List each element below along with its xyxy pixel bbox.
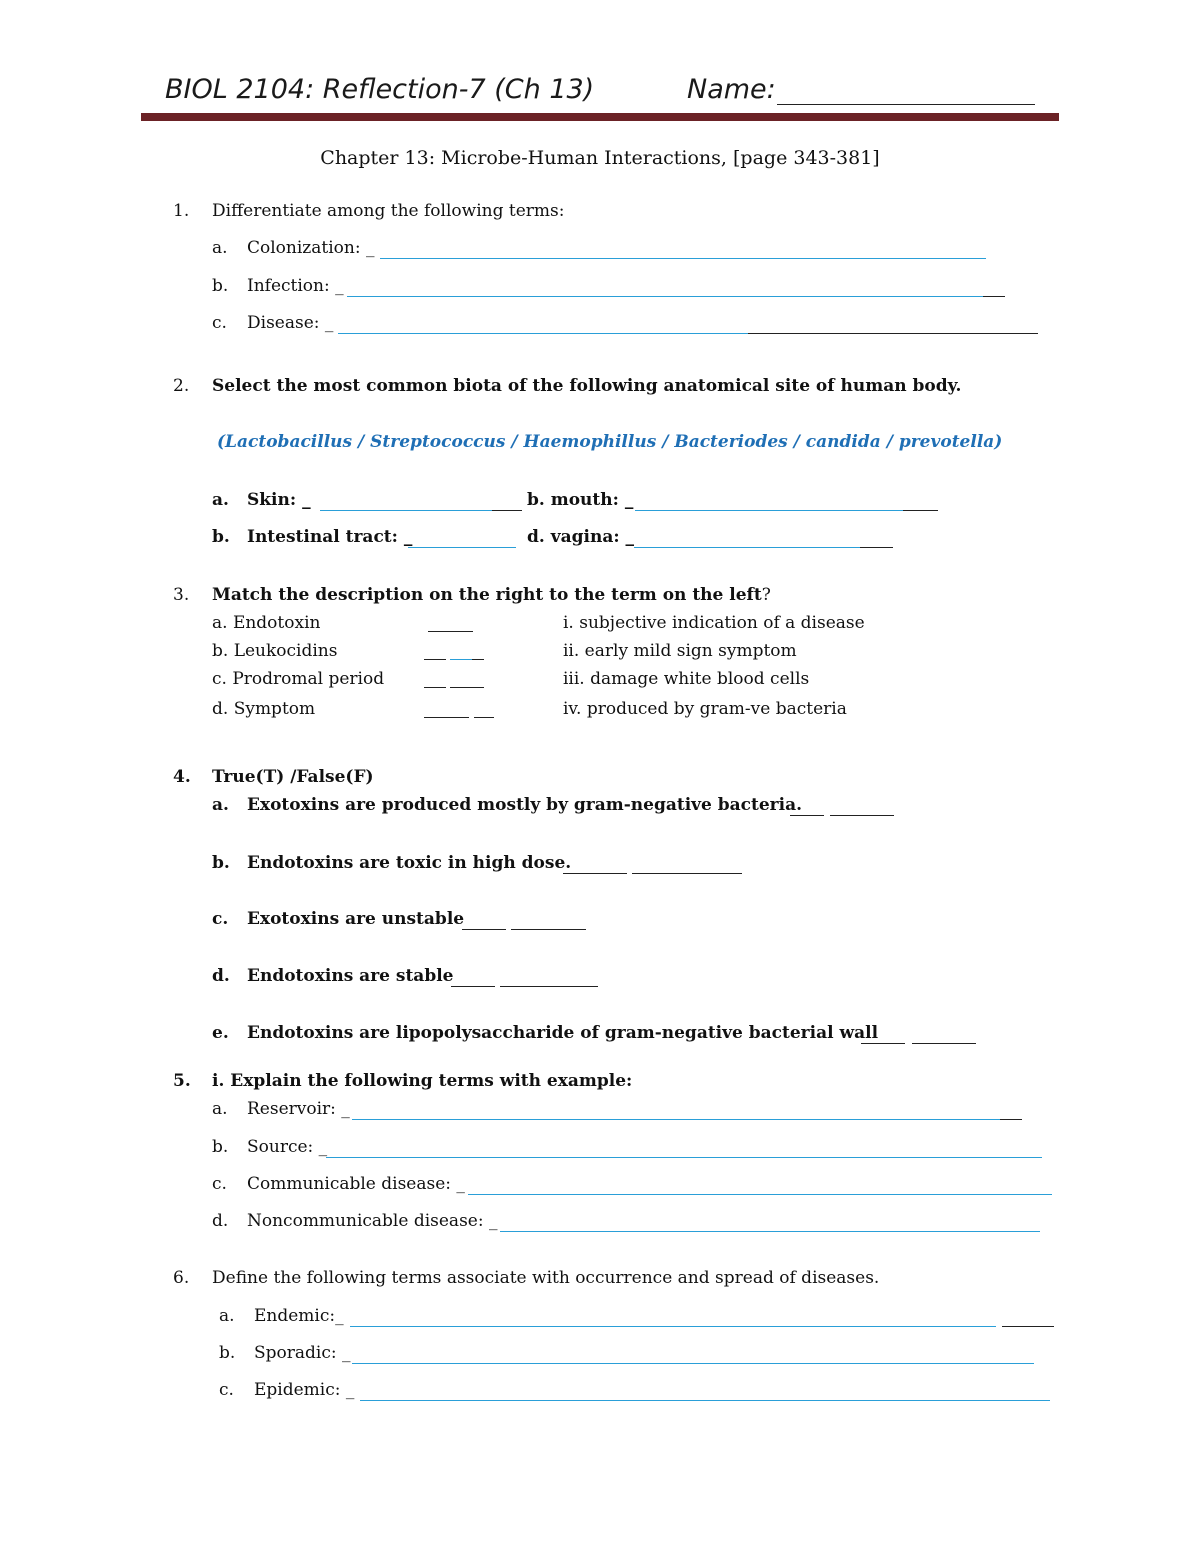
q4d-answer-line-2[interactable] [500,986,598,987]
q4b-answer-line[interactable] [563,873,627,874]
q5c-label: Communicable disease: _ [247,1174,465,1194]
q3b-answer-line-2[interactable] [450,659,472,660]
q6-number: 6. [173,1268,190,1288]
q5b-letter: b. [212,1137,229,1157]
q6a-answer-line[interactable] [350,1326,996,1327]
q3-prompt-wrap [212,585,771,605]
q3a-answer-line[interactable] [428,631,473,632]
q4c-answer-line-2[interactable] [511,929,586,930]
q3d-answer-line-2[interactable] [474,717,494,718]
q4e-answer-line[interactable] [861,1043,905,1044]
q2a-answer-line-end[interactable] [492,510,522,511]
q2c-answer-line[interactable] [408,547,516,548]
q4d-letter: d. [212,966,230,986]
q1b-letter: b. [212,276,229,296]
q4d-label: Endotoxins are stable [247,966,454,986]
q6b-answer-line[interactable] [352,1363,1034,1364]
q6a-label: Endemic:_ [254,1306,344,1326]
q3c-answer-line[interactable] [424,687,446,688]
q6b-letter: b. [219,1343,236,1363]
q2-number: 2. [173,376,190,396]
q3-desc-i: i. subjective indication of a disease [563,613,865,633]
q3b-answer-line[interactable] [424,659,446,660]
q3-desc-iii: iii. damage white blood cells [563,669,810,689]
q6c-label: Epidemic: _ [254,1380,355,1400]
q5d-label: Noncommunicable disease: _ [247,1211,498,1231]
q6a-letter: a. [219,1306,235,1326]
q1b-answer-line-end[interactable] [983,296,1005,297]
q2b-label: b. mouth: _ [527,490,634,510]
q3-number: 3. [173,585,190,605]
q6b-label: Sporadic: _ [254,1343,351,1363]
q1b-label: Infection: _ [247,276,344,296]
q6-prompt: Define the following terms associate with occurrence and spread of diseases. [212,1268,880,1288]
course-title: BIOL 2104: Reflection-7 (Ch 13) [165,74,595,105]
q5c-letter: c. [212,1174,227,1194]
q2b-answer-line-end[interactable] [903,510,938,511]
q3-term-c: c. Prodromal period [212,669,385,689]
q3d-answer-line[interactable] [424,717,469,718]
q1c-answer-line[interactable] [338,333,748,334]
q1b-answer-line[interactable] [347,296,983,297]
name-field[interactable] [777,104,1035,105]
q2d-answer-line-end[interactable] [860,547,893,548]
q1-number: 1. [173,201,190,221]
q5b-answer-line[interactable] [326,1157,1042,1158]
q3b-answer-line-3[interactable] [472,659,484,660]
q5b-label: Source: _ [247,1137,328,1157]
q6c-answer-line[interactable] [360,1400,1050,1401]
q4c-label: Exotoxins are unstable [247,909,465,929]
q4a-answer-line[interactable] [790,815,824,816]
q4a-letter: a. [212,795,229,815]
q4e-answer-line-2[interactable] [912,1043,976,1044]
q4c-letter: c. [212,909,229,929]
q5a-label: Reservoir: _ [247,1099,350,1119]
q4c-answer-line[interactable] [462,929,506,930]
q1a-letter: a. [212,238,228,258]
q4b-answer-line-2[interactable] [632,873,742,874]
q1a-answer-line[interactable] [380,258,986,259]
q2d-label: d. vagina: _ [527,527,635,547]
q3-term-d: d. Symptom [212,699,316,719]
q2a-answer-line[interactable] [320,510,492,511]
q3-prompt-mark: ? [761,585,771,605]
page-header [165,70,1035,114]
q5a-answer-line-end[interactable] [1000,1119,1022,1120]
q2d-answer-line[interactable] [634,547,860,548]
q4a-answer-line-2[interactable] [830,815,894,816]
q2-options: (Lactobacillus / Streptococcus / Haemophillus / Bacteriodes / candida / prevotella) [217,432,1003,452]
q6a-answer-line-end[interactable] [1002,1326,1054,1327]
q1c-letter: c. [212,313,227,333]
q5a-answer-line[interactable] [352,1119,1000,1120]
q4d-answer-line[interactable] [451,986,495,987]
q3-prompt: Match the description on the right to the term on the left [212,585,762,605]
q4e-label: Endotoxins are lipopolysaccharide of gram-negative bacterial wall [247,1023,879,1043]
name-label: Name: [687,74,776,105]
q3c-answer-line-2[interactable] [450,687,484,688]
q1c-answer-line-end[interactable] [748,333,1038,334]
q4-prompt: True(T) /False(F) [212,767,374,787]
q4b-label: Endotoxins are toxic in high dose. [247,853,572,873]
q5d-answer-line[interactable] [500,1231,1040,1232]
q5-prompt: i. Explain the following terms with example: [212,1071,633,1091]
q4-number: 4. [173,767,191,787]
q4a-label: Exotoxins are produced mostly by gram-negative bacteria. [247,795,803,815]
q2a-letter: a. [212,490,229,510]
chapter-title: Chapter 13: Microbe-Human Interactions, [page 343-381] [320,147,880,169]
q1a-label: Colonization: _ [247,238,375,258]
q6c-letter: c. [219,1380,234,1400]
q4e-letter: e. [212,1023,229,1043]
q3-term-a: a. Endotoxin [212,613,321,633]
q2c-letter: b. [212,527,230,547]
q2-prompt: Select the most common biota of the following anatomical site of human body. [212,376,962,396]
q5-number: 5. [173,1071,191,1091]
q2c-label: Intestinal tract: _ [247,527,413,547]
q1-prompt: Differentiate among the following terms: [212,201,565,221]
q1c-label: Disease: _ [247,313,334,333]
q5d-letter: d. [212,1211,229,1231]
q5c-answer-line[interactable] [468,1194,1052,1195]
q3-desc-iv: iv. produced by gram-ve bacteria [563,699,847,719]
q3-desc-ii: ii. early mild sign symptom [563,641,797,661]
q3-term-b: b. Leukocidins [212,641,338,661]
header-divider [141,113,1059,121]
q4b-letter: b. [212,853,230,873]
q2a-label: Skin: _ [247,490,311,510]
q5a-letter: a. [212,1099,228,1119]
q2b-answer-line[interactable] [635,510,903,511]
